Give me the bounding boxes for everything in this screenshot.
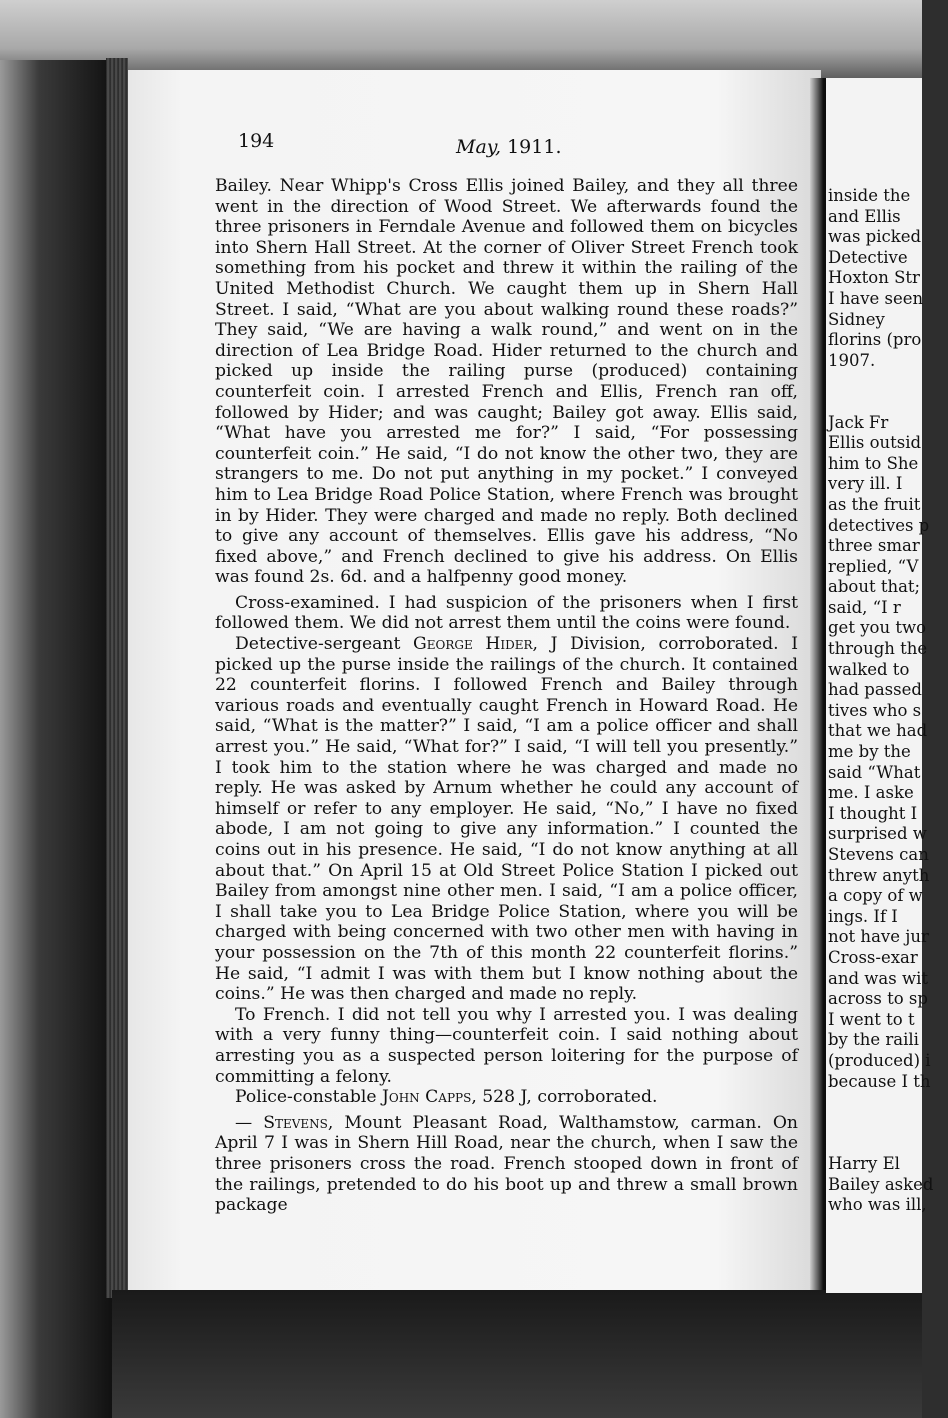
paragraph: To French. I did not tell you why I arrested you. I was dealing with a very funny thing—counterfeit coin. I said nothing about arresting you as a suspected person loitering for the purpose of committing a felony. — [215, 1004, 798, 1087]
facing-page-line: had passed — [828, 680, 922, 700]
paragraph — [215, 1087, 798, 1108]
paragraph-body: , J Division, corroborated. I picked up the purse inside the railings of the church. It contained 22 counterfeit florins. I followed French and Bailey through various roads and eventually caught French in Howard Road. He said, “What is the matter?” I said, “I am a police officer and shall arrest you.” He said, “What for?” I said, “I will tell you presently.” I took him to the station where he was charged and made no reply. He was asked by Arnum whether he could any account of himself or refer to any employer. He said, “No,” I have no fixed abode, I am not going to give any information.” I counted the coins out in his presence. He said, “I do not know anything at all about that.” On April 15 at Old Street Police Station I picked out Bailey from amongst nine other men. I said, “I am a police officer, I shall take you to Lea Bridge Police Station, where you will be charged with being concerned with two other men with having in your possession on the 7th of this month 22 counterfeit florins.” He said, “I admit I was with them but I know nothing about the coins.” He was then charged and made no reply. — [215, 634, 798, 1005]
paragraph: Bailey. Near Whipp's Cross Ellis joined Bailey, and they all three went in the direction of Wood Street. We afterwards found the three prisoners in Ferndale Avenue and followed them on bicycles into Shern Hall Street. At the corner of Oliver Street French took something from his pocket and threw it within the railing of the United Methodist Church. We caught them up in Shern Hall Street. I said, “What are you about walking round these roads?” They said, “We are having a walk round,” and went on in the direction of Lea Bridge Road. Hider returned to the church and picked up inside the railing purse (produced) containing counterfeit coin. I arrested French and Ellis, French ran off, followed by Hider; and was caught; Bailey got away. Ellis said, “What have you arrested me for?” I said, “For possessing counterfeit coin.” He said, “I do not know the other two, they are strangers to me. Do not put anything in my pocket.” I conveyed him to Lea Bridge Road Police Station, where French was brought in by Hider. They were charged and made no reply. Both declined to give any account of themselves. Ellis gave his address, “No fixed above,” and French declined to give his address. On Ellis was found 2s. 6d. and a halfpenny good money. — [215, 176, 798, 588]
facing-page-line: about that; — [828, 577, 921, 597]
facing-page-line: through the — [828, 639, 928, 659]
background-top — [0, 0, 922, 80]
facing-page-line: Jack Fr — [828, 412, 889, 432]
facing-page-line: very ill. I — [828, 474, 903, 494]
facing-page-line: by the raili — [828, 1030, 919, 1050]
facing-page-line: I thought I — [828, 803, 918, 823]
facing-page-line: Hoxton Str — [828, 268, 920, 288]
body-text — [215, 176, 798, 1216]
facing-page-line: three smar — [828, 536, 920, 556]
facing-page-line: that we had — [828, 721, 928, 741]
facing-page-line — [828, 1133, 948, 1154]
running-title-year: 1911. — [501, 136, 562, 158]
paragraph — [215, 1113, 798, 1216]
page-edges — [106, 58, 128, 1298]
facing-page-line: get you two — [828, 618, 927, 638]
background-bottom — [112, 1290, 922, 1418]
facing-page-line — [828, 371, 948, 392]
facing-page-line: (produced) i — [828, 1050, 931, 1070]
running-title-month: May, — [456, 136, 502, 158]
facing-page — [826, 78, 934, 1293]
witness-name: John Capps — [381, 1087, 472, 1108]
paragraph-body: , Mount Pleasant Road, Walthamstow, carman. On April 7 I was in Shern Hill Road, near the church, when I saw the three prisoners cross the road. French stooped down in front of the railings, pretended to do his boot up and threw a small brown package — [215, 1112, 798, 1216]
paragraph-lead: — — [235, 1112, 264, 1133]
facing-page-line: and was wit — [828, 968, 928, 988]
facing-page-line: Cross-exar — [828, 947, 918, 967]
facing-page-line: Stevens can — [828, 845, 929, 864]
facing-page-line — [828, 1113, 948, 1134]
facing-page-line: walked to — [828, 659, 910, 679]
facing-page-line: detectives p — [828, 515, 930, 535]
facing-page-line — [828, 392, 948, 413]
facing-page-line: because I th — [828, 1071, 931, 1091]
facing-page-line — [828, 1092, 948, 1113]
facing-page-line: as the fruit — [828, 494, 921, 514]
paragraph-lead: Detective-sergeant — [235, 634, 413, 655]
facing-page-line: a copy of w — [828, 886, 923, 906]
witness-name: Stevens — [263, 1112, 328, 1133]
paragraph-lead: Police-constable — [235, 1087, 382, 1108]
paragraph-body: , 528 J, corroborated. — [471, 1087, 658, 1108]
facing-page-line: Harry El — [828, 1153, 900, 1173]
facing-page-line: threw anyth — [828, 865, 930, 885]
facing-page-line: 1907. — [828, 350, 876, 370]
facing-page-line: ings. If I — [828, 906, 898, 926]
facing-page-line: Ellis outsid — [828, 433, 922, 453]
facing-page-column — [828, 186, 948, 1216]
facing-page-line: Sidney — [828, 309, 885, 329]
paragraph — [215, 634, 798, 1005]
facing-page-line: me. I aske — [828, 783, 914, 803]
facing-page-line: Bailey asked — [828, 1174, 934, 1194]
facing-page-line: Detective — [828, 247, 908, 267]
page-header — [238, 130, 798, 164]
background-left — [0, 60, 112, 1418]
facing-page-line: said “What — [828, 762, 921, 782]
facing-page-line: across to sp — [828, 989, 928, 1009]
facing-page-line: I went to t — [828, 1009, 915, 1029]
facing-page-line: who was ill, — [828, 1195, 927, 1215]
facing-page-line: I have seen — [828, 288, 924, 308]
paragraph: Cross-examined. I had suspicion of the prisoners when I first followed them. We did not arrest them until the coins were found. — [215, 592, 798, 634]
facing-page-line: tives who s — [828, 700, 922, 720]
facing-page-line: him to She — [828, 453, 919, 473]
facing-page-line: not have jur — [828, 927, 929, 947]
facing-page-line: surprised w — [828, 824, 927, 844]
facing-page-line: me by the — [828, 742, 911, 762]
facing-page-line: was picked — [828, 227, 922, 247]
page-number: 194 — [238, 130, 275, 152]
running-title — [456, 136, 561, 158]
facing-page-line: said, “I r — [828, 597, 901, 617]
facing-page-line: and Ellis — [828, 206, 901, 226]
witness-name: George Hider — [413, 634, 533, 655]
facing-page-line: inside the — [828, 186, 911, 205]
facing-page-line: replied, “V — [828, 556, 919, 576]
facing-page-line: florins (pro — [828, 330, 922, 350]
